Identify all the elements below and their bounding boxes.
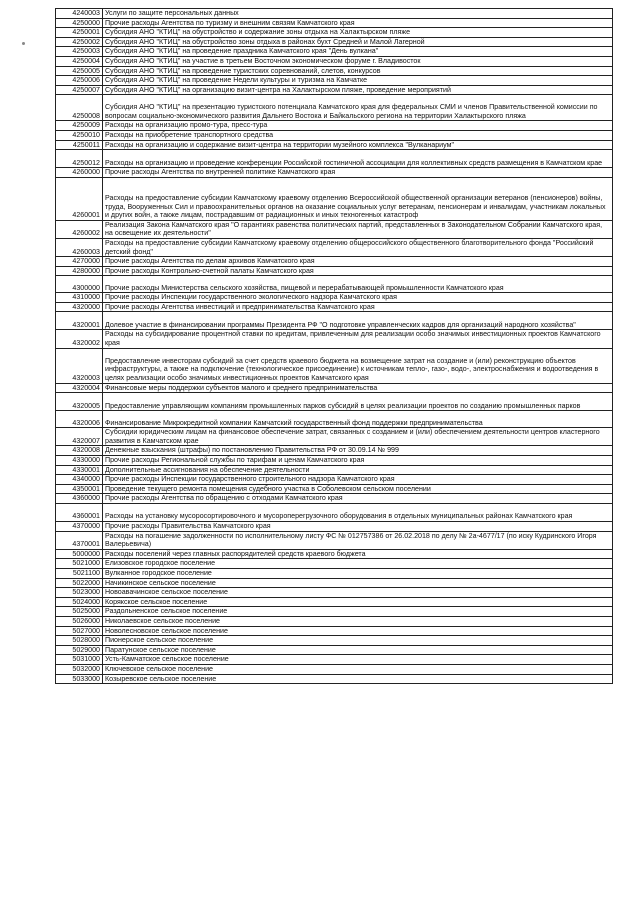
row-description: Услуги по защите персональных данных <box>103 9 613 19</box>
row-description: Прочие расходы Инспекции государственного строительного надзора Камчатского края <box>103 475 613 485</box>
row-description: Расходы на организацию и содержание визит-центра на территории музейного комплекса "Вулканариум" <box>103 140 613 150</box>
row-code: 4250006 <box>56 76 103 86</box>
table-row <box>56 47 613 57</box>
row-description: Расходы на приобретение транспортного средства <box>103 130 613 140</box>
row-code: 4250005 <box>56 66 103 76</box>
table-row <box>56 330 613 348</box>
row-code: 5025000 <box>56 607 103 617</box>
table-row <box>56 616 613 626</box>
budget-table-body <box>56 9 613 684</box>
row-description: Корякское сельское поселение <box>103 597 613 607</box>
row-description: Долевое участие в финансировании программы Президента РФ "О подготовке управленческих кадров для организаций народного хозяйства" <box>103 312 613 330</box>
table-row <box>56 568 613 578</box>
row-description: Прочие расходы Правительства Камчатского края <box>103 522 613 532</box>
row-description: Расходы на предоставление субсидии Камчатскому краевому отделению общероссийского общественного благотворительного фонда "Российский детский фонд" <box>103 238 613 256</box>
row-description: Субсидия АНО "КТИЦ" на обустройство зоны отдыха в районах бухт Средней и Малой Лагерной <box>103 37 613 47</box>
row-code: 5021000 <box>56 559 103 569</box>
row-description: Ключевское сельское поселение <box>103 664 613 674</box>
row-description: Субсидия АНО "КТИЦ" на обустройство и содержание зоны отдыха на Халактырском пляже <box>103 28 613 38</box>
table-row <box>56 607 613 617</box>
row-description: Дополнительные ассигнования на обеспечение деятельности <box>103 465 613 475</box>
table-row <box>56 626 613 636</box>
table-row <box>56 276 613 293</box>
row-code: 5024000 <box>56 597 103 607</box>
row-code: 4320002 <box>56 330 103 348</box>
table-row <box>56 130 613 140</box>
table-row <box>56 383 613 393</box>
row-description: Финансирование Микрокредитной компании Камчатский государственный фонд поддержки предпринимательства <box>103 411 613 428</box>
table-row <box>56 465 613 475</box>
row-code: 5029000 <box>56 645 103 655</box>
table-row <box>56 456 613 466</box>
row-description: Прочие расходы Агентства по делам архивов Камчатского края <box>103 257 613 267</box>
row-code: 4320004 <box>56 383 103 393</box>
row-code: 5000000 <box>56 549 103 559</box>
table-row <box>56 446 613 456</box>
row-description: Прочие расходы Контрольно-счетной палаты Камчатского края <box>103 266 613 276</box>
table-row <box>56 257 613 267</box>
row-code: 5033000 <box>56 674 103 684</box>
row-description: Начикинское сельское поселение <box>103 578 613 588</box>
row-code: 4250001 <box>56 28 103 38</box>
row-description: Прочие расходы Инспекции государственного экологического надзора Камчатского края <box>103 293 613 303</box>
row-description: Субсидия АНО "КТИЦ" на презентацию туристского потенциала Камчатского края для федеральных СМИ и членов Правительственной комиссии по вопросам социально-экономического развития Дальнего Востока и Байкальского региона на территории Халактырского пляжа <box>103 95 613 121</box>
row-code: 4250004 <box>56 56 103 66</box>
row-description: Реализация Закона Камчатского края "О гарантиях равенства политических партий, представленных в Законодательном Собрании Камчатского края, на освещение их деятельности" <box>103 220 613 238</box>
table-row <box>56 504 613 522</box>
table-row <box>56 293 613 303</box>
row-code: 4340000 <box>56 475 103 485</box>
table-row <box>56 238 613 256</box>
table-row <box>56 121 613 131</box>
row-description: Вулканное городское поселение <box>103 568 613 578</box>
row-code: 4370001 <box>56 531 103 549</box>
row-description: Прочие расходы Региональной службы по тарифам и ценам Камчатского края <box>103 456 613 466</box>
row-code: 5022000 <box>56 578 103 588</box>
table-row <box>56 85 613 95</box>
table-row <box>56 484 613 494</box>
table-row <box>56 645 613 655</box>
row-description: Расходы на субсидирование процентной ставки по кредитам, привлеченным для реализации особо значимых инвестиционных проектов Камчатского края <box>103 330 613 348</box>
row-description: Расходы на установку мусоросортировочного и мусороперегрузочного оборудования в отдельных муниципальных районах Камчатского края <box>103 504 613 522</box>
table-row <box>56 559 613 569</box>
table-row <box>56 475 613 485</box>
row-description: Прочие расходы Агентства инвестиций и предпринимательства Камчатского края <box>103 302 613 312</box>
row-description: Расходы поселений через главных распорядителей средств краевого бюджета <box>103 549 613 559</box>
row-code: 4330000 <box>56 456 103 466</box>
row-code: 4250012 <box>56 150 103 168</box>
row-description: Расходы на организацию и проведение конференции Российской гостиничной ассоциации для коллективных средств размещения в Камчатском крае <box>103 150 613 168</box>
row-code: 4250011 <box>56 140 103 150</box>
row-code: 4320007 <box>56 428 103 446</box>
table-row <box>56 168 613 178</box>
row-code: 4250009 <box>56 121 103 131</box>
table-row <box>56 312 613 330</box>
table-row <box>56 522 613 532</box>
table-row <box>56 18 613 28</box>
row-code: 4250010 <box>56 130 103 140</box>
table-row <box>56 411 613 428</box>
table-row <box>56 76 613 86</box>
row-description: Паратунское сельское поселение <box>103 645 613 655</box>
row-description: Субсидия АНО "КТИЦ" на проведение Недели культуры и туризма на Камчатке <box>103 76 613 86</box>
table-row <box>56 664 613 674</box>
table-row <box>56 636 613 646</box>
table-row <box>56 494 613 504</box>
table-row <box>56 56 613 66</box>
row-description: Новолесновское сельское поселение <box>103 626 613 636</box>
row-code: 5031000 <box>56 655 103 665</box>
row-description: Субсидия АНО "КТИЦ" на участие в третьем Восточном экономическом форуме г. Владивосток <box>103 56 613 66</box>
table-row <box>56 531 613 549</box>
row-code: 4320000 <box>56 302 103 312</box>
row-code: 4260002 <box>56 220 103 238</box>
row-code: 4250002 <box>56 37 103 47</box>
row-description: Прочие расходы Агентства по обращению с отходами Камчатского края <box>103 494 613 504</box>
row-description: Новоавачинское сельское поселение <box>103 588 613 598</box>
row-description: Николаевское сельское поселение <box>103 616 613 626</box>
row-description: Предоставление управляющим компаниям промышленных парков субсидий в целях реализации проектов по созданию промышленных парков <box>103 393 613 411</box>
row-description: Прочие расходы Министерства сельского хозяйства, пищевой и перерабатывающей промышленности Камчатского края <box>103 276 613 293</box>
row-code: 4320001 <box>56 312 103 330</box>
row-description: Пионерское сельское поселение <box>103 636 613 646</box>
row-code: 4320005 <box>56 393 103 411</box>
row-description: Субсидия АНО "КТИЦ" на проведение туристских соревнований, слетов, конкурсов <box>103 66 613 76</box>
row-code: 4320008 <box>56 446 103 456</box>
row-description: Субсидия АНО "КТИЦ" на организацию визит-центра на Халактырском пляже, проведение мероприятий <box>103 85 613 95</box>
table-row <box>56 28 613 38</box>
row-code: 4250000 <box>56 18 103 28</box>
table-row <box>56 549 613 559</box>
row-description: Козыревское сельское поселение <box>103 674 613 684</box>
row-description: Елизовское городское поселение <box>103 559 613 569</box>
row-code: 4250008 <box>56 95 103 121</box>
row-code: 4310000 <box>56 293 103 303</box>
row-code: 4350001 <box>56 484 103 494</box>
row-description: Денежные взыскания (штрафы) по постановлению Правительства РФ от 30.09.14 № 999 <box>103 446 613 456</box>
row-description: Субсидия АНО "КТИЦ" на проведение праздника Камчатского края "День вулкана" <box>103 47 613 57</box>
row-code: 4240003 <box>56 9 103 19</box>
row-description: Предоставление инвесторам субсидий за счет средств краевого бюджета на возмещение затрат на создание и (или) реконструкцию объектов инфраструктуры, а также на подключение (технологическое присоединение) к источникам тепло-, газо-, водо-, электроснабжения и водоотведения в целях реализации особо значимых инвестиционных проектов Камчатского края <box>103 348 613 383</box>
row-description: Прочие расходы Агентства по внутренней политике Камчатского края <box>103 168 613 178</box>
table-row <box>56 37 613 47</box>
row-code: 5023000 <box>56 588 103 598</box>
row-code: 4260000 <box>56 168 103 178</box>
row-code: 5021100 <box>56 568 103 578</box>
table-row <box>56 95 613 121</box>
table-row <box>56 302 613 312</box>
table-row <box>56 428 613 446</box>
row-description: Расходы на организацию промо-тура, пресс-тура <box>103 121 613 131</box>
row-code: 4260001 <box>56 177 103 220</box>
table-row <box>56 348 613 383</box>
table-row <box>56 66 613 76</box>
row-code: 4330001 <box>56 465 103 475</box>
table-row <box>56 674 613 684</box>
row-code: 4270000 <box>56 257 103 267</box>
row-code: 4320006 <box>56 411 103 428</box>
row-code: 4260003 <box>56 238 103 256</box>
table-row <box>56 588 613 598</box>
row-description: Расходы на предоставление субсидии Камчатскому краевому отделению Всероссийской общественной организации ветеранов (пенсионеров) войны, труда, Вооруженных Сил и правоохранительных органов на оказание социальных услуг ветеранам, пенсионерам и инвалидам, участникам локальных и других войн, а также лицам, пострадавшим от радиационных и иных техногенных катастроф <box>103 177 613 220</box>
table-row <box>56 140 613 150</box>
table-row <box>56 578 613 588</box>
row-code: 4370000 <box>56 522 103 532</box>
table-row <box>56 266 613 276</box>
row-code: 4360001 <box>56 504 103 522</box>
budget-table <box>55 8 613 684</box>
row-description: Субсидии юридическим лицам на финансовое обеспечение затрат, связанных с созданием и (или) обеспечением деятельности центров кластерного развития в Камчатском крае <box>103 428 613 446</box>
row-code: 4280000 <box>56 266 103 276</box>
row-code: 5032000 <box>56 664 103 674</box>
row-description: Усть-Камчатское сельское поселение <box>103 655 613 665</box>
row-description: Расходы на погашение задолженности по исполнительному листу ФС № 012757386 от 26.02.2018 по делу № 2а-4677/17 (по иску Кудринского Игоря Валерьевича) <box>103 531 613 549</box>
row-code: 5027000 <box>56 626 103 636</box>
table-row <box>56 655 613 665</box>
table-row <box>56 9 613 19</box>
row-code: 5026000 <box>56 616 103 626</box>
row-code: 4250003 <box>56 47 103 57</box>
row-code: 4300000 <box>56 276 103 293</box>
table-row <box>56 220 613 238</box>
table-row <box>56 150 613 168</box>
row-code: 5028000 <box>56 636 103 646</box>
table-row <box>56 393 613 411</box>
row-code: 4360000 <box>56 494 103 504</box>
row-description: Проведение текущего ремонта помещения судебного участка в Соболевском сельском поселении <box>103 484 613 494</box>
row-description: Прочие расходы Агентства по туризму и внешним связям Камчатского края <box>103 18 613 28</box>
row-description: Финансовые меры поддержки субъектов малого и среднего предпринимательства <box>103 383 613 393</box>
scan-mark <box>22 42 25 45</box>
row-code: 4250007 <box>56 85 103 95</box>
table-row <box>56 177 613 220</box>
row-description: Раздольненское сельское поселение <box>103 607 613 617</box>
table-row <box>56 597 613 607</box>
row-code: 4320003 <box>56 348 103 383</box>
